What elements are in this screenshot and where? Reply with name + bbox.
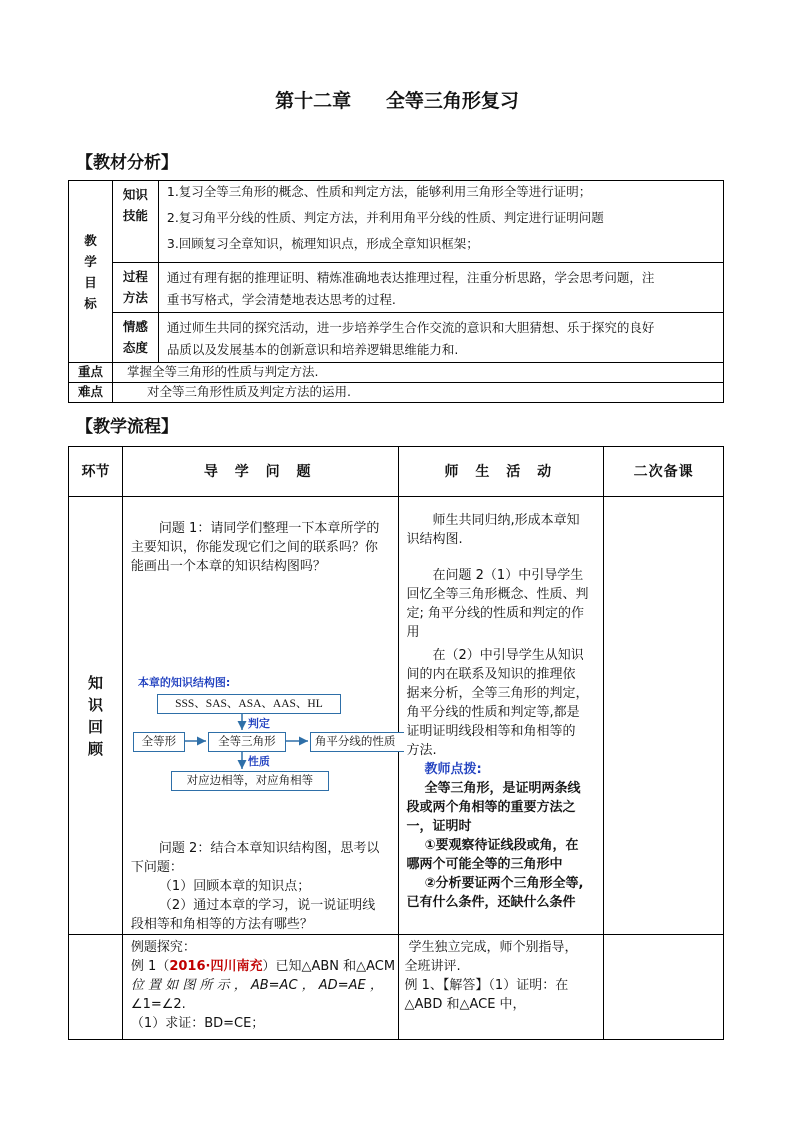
chapter-name: 全等三角形复习	[385, 90, 519, 112]
row-label-knowledge: 知识 技能	[112, 181, 158, 263]
result-box: 对应边相等，对应角相等	[171, 771, 329, 791]
row-process-content: 通过有理有据的推理证明、精炼准确地表达推理过程，注重分析思路，学会思考问题，注 重书写格式，学会清楚地表达思考的过程.	[158, 263, 723, 313]
answer-cell: 学生独立完成，师个别指导， 全班讲评. 例 1、【解答】（1）证明：在 △ABD 和△ACE 中，	[398, 935, 604, 1040]
question-1: 问题 1：请同学们整理一下本章所学的 主要知识，你能发现它们之间的联系吗？你 能画出一个本章的知识结构图吗？	[130, 521, 380, 574]
teacher-tip-label: 教师点拨:	[424, 762, 482, 777]
diagram-title: 本章的知识结构图:	[137, 676, 231, 689]
notes-cell-2	[604, 935, 724, 1040]
row-label-attitude: 情感 态度	[112, 313, 158, 363]
stage-empty	[69, 935, 123, 1040]
difficulty-label: 难点	[69, 383, 113, 403]
example-source: 2016·四川南充	[169, 959, 263, 974]
chapter-number: 第十二章	[275, 90, 352, 112]
header-stage: 环节	[69, 447, 123, 497]
row-attitude-content: 通过师生共同的探究活动，进一步培养学生合作交流的意识和大胆猜想、乐于探究的良好 品质以及发展基本的创新意识和培养逻辑思维能力和.	[158, 313, 723, 363]
row-knowledge-content: 1.复习全等三角形的概念、性质和判定方法，能够利用三角形全等进行证明； 2.复习角平分线的性质、判定方法，并利用角平分线的性质、判定进行证明问题 3.回顾复习全章知识，梳理知识点，形成全章知识框架；	[158, 181, 723, 263]
criteria-box: SSS、SAS、ASA、AAS、HL	[157, 694, 341, 714]
flow-table	[68, 446, 724, 1040]
section-flow-heading: 【教学流程】	[76, 417, 178, 437]
congruent-figure-box: 全等形	[133, 732, 185, 752]
difficulty-text: 对全等三角形性质及判定方法的运用.	[112, 383, 723, 403]
header-questions: 导 学 问 题	[122, 447, 398, 497]
bisector-box: 角平分线的性质	[310, 732, 404, 752]
activity-text: 师生共同归纳,形成本章知 识结构图. 在问题 2（1）中引导学生 回忆全等三角形概念、性质、判 定; 角平分线的性质和判定的作 用 在（2）中引导学生从知识 间的内在联系及知识的推理依 据来分析，全等三角形的判定， 角平分线的性质和判定等,都是 证明证明线段相等和角相等的 方法. 教师点拨: 全等三角形，是证明两条线 段或两个角相等的重要方法之 一，证明时 ①要观察待证线段或角，在 哪两个可能全等的三角形中 ②分析要证两个三角形全等, 已有什么条件，还缺什么条件	[407, 511, 603, 912]
row-label-process: 过程 方法	[112, 263, 158, 313]
section-analysis-heading: 【教材分析】	[76, 153, 178, 173]
questions-cell	[122, 497, 398, 935]
stage-label: 知 识 回 顾	[69, 497, 123, 935]
goal-label: 教 学 目 标	[69, 181, 113, 363]
notes-cell	[604, 497, 724, 935]
example-cell: 例题探究： 例 1（2016·四川南充）已知△ABN 和△ACM 位 置 如 图 所 示 ， AB=AC ， AD=AE ， ∠1=∠2. （1）求证：BD=CE；	[122, 935, 398, 1040]
congruent-triangle-box: 全等三角形	[208, 732, 286, 752]
header-notes: 二次备课	[604, 447, 724, 497]
question-2: 问题 2：结合本章知识结构图，思考以 下问题： （1）回顾本章的知识点； （2）通过本章的学习，说一说证明线 段相等和角相等的方法有哪些？	[130, 841, 380, 932]
header-activities: 师 生 活 动	[398, 447, 604, 497]
judge-label: 判定	[247, 717, 270, 730]
property-label: 性质	[247, 755, 270, 768]
activities-cell	[398, 497, 604, 935]
page-title	[0, 86, 794, 113]
key-point-text: 掌握全等三角形的性质与判定方法.	[112, 363, 723, 383]
key-point-label: 重点	[69, 363, 113, 383]
analysis-table	[68, 180, 724, 403]
